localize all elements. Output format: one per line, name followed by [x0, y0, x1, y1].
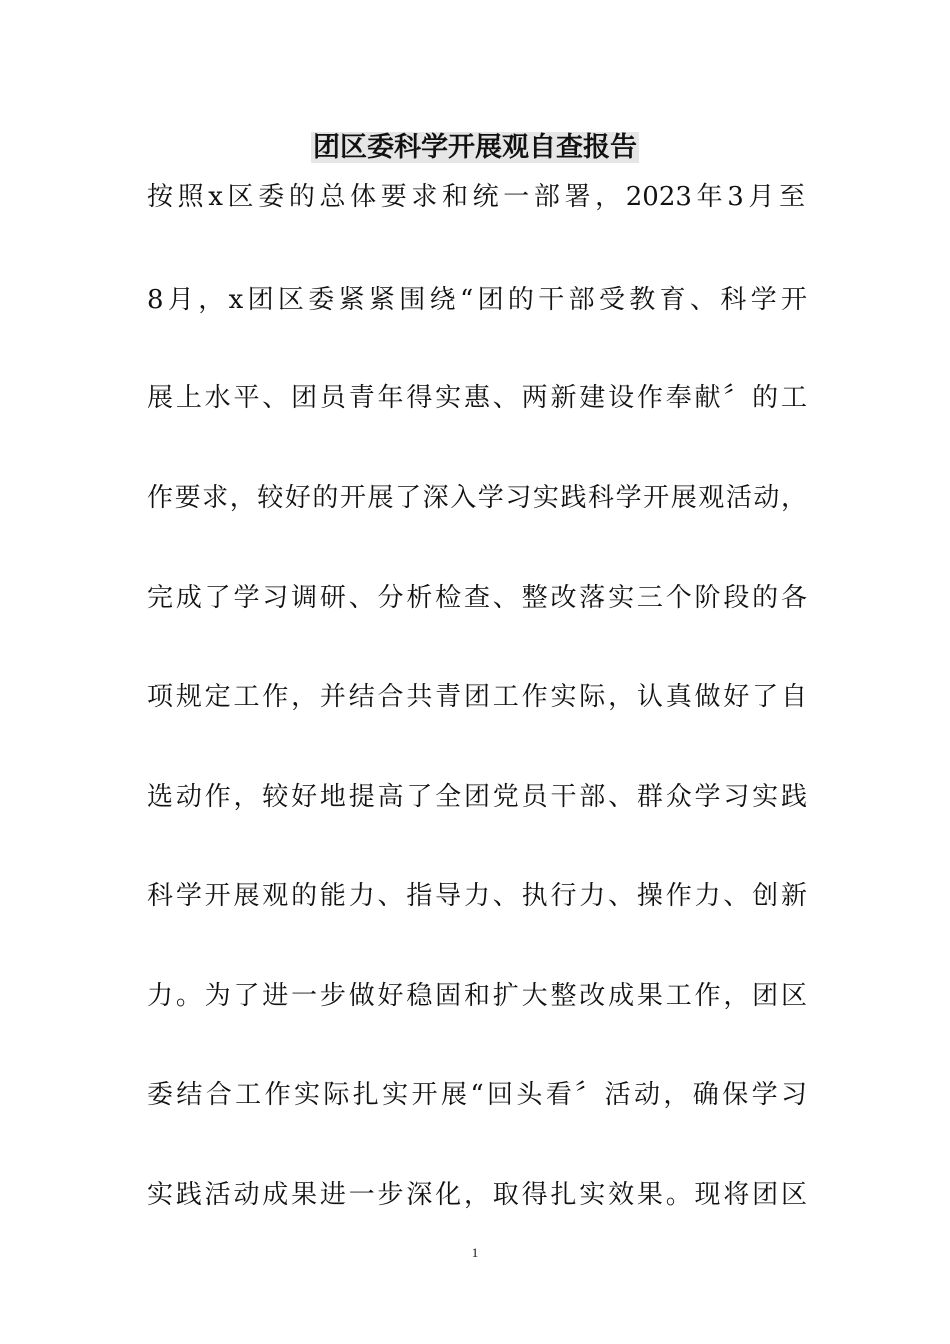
body-line-2: 8月，x团区委紧紧围绕“团的干部受教育、科学开 [147, 285, 807, 315]
body-line-3: 展上水平、团员青年得实惠、两新建设作奉献〞的工 [147, 383, 807, 413]
body-line-7: 选动作，较好地提高了全团党员干部、群众学习实践 [147, 782, 807, 812]
body-line-1: 按照x区委的总体要求和统一部署，2023年3月至 [147, 182, 805, 212]
body-line-5: 完成了学习调研、分析检查、整改落实三个阶段的各 [147, 583, 807, 613]
page-number: 1 [471, 1245, 479, 1260]
body-line-4: 作要求，较好的开展了深入学习实践科学开展观活动， [147, 483, 807, 513]
document-title-text: 团区委科学开展观自查报告 [313, 132, 637, 163]
body-line-8: 科学开展观的能力、指导力、执行力、操作力、创新 [147, 881, 807, 911]
body-line-9: 力。为了进一步做好稳固和扩大整改成果工作，团区 [147, 981, 807, 1011]
body-line-10: 委结合工作实际扎实开展“回头看〞活动，确保学习 [147, 1080, 807, 1110]
document-title [0, 128, 950, 168]
body-line-11: 实践活动成果进一步深化，取得扎实效果。现将团区 [147, 1180, 807, 1210]
body-line-6: 项规定工作，并结合共青团工作实际，认真做好了自 [147, 682, 807, 712]
